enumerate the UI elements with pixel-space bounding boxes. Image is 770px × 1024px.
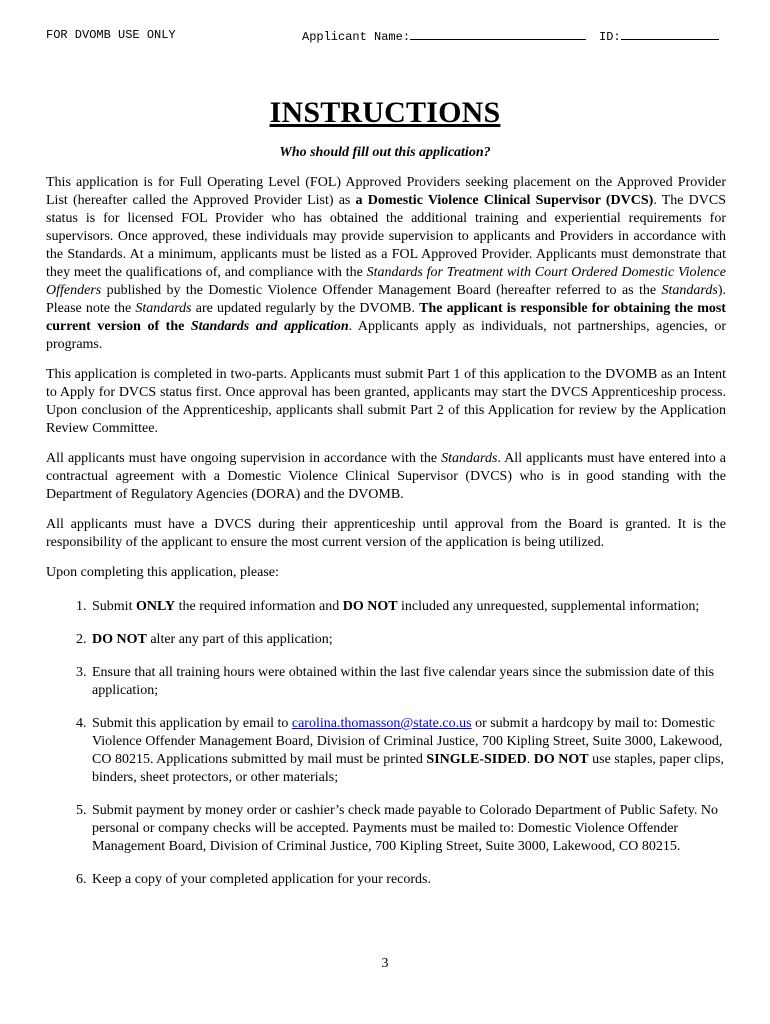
list-item: 5. Submit payment by money order or cashier’s check made payable to Colorado Department of Public Safety. No personal or company checks will be accepted. Payments must be mailed to: Domestic Violence Offender Management Board, Division of Criminal Justice, 700 Kipling Street, Suite 3000, Lakewood, CO 80215. bbox=[90, 802, 726, 856]
list-item: 4. Submit this application by email to carolina.thomasson@state.co.us or submit a hardcopy by mail to: Domestic Violence Offender Management Board, Division of Criminal Justice, 700 Kipling Street, Suite 3000, Lakewood, CO 80215. Applications submitted by mail must be printed SINGLE-SIDED. DO NOT use staples, paper clips, binders, sheet protectors, or other materials; bbox=[90, 715, 726, 787]
document-body bbox=[46, 174, 726, 904]
list-item: 3. Ensure that all training hours were obtained within the last five calendar years since the submission date of this application; bbox=[90, 664, 726, 700]
paragraph-apprenticeship: All applicants must have a DVCS during their apprenticeship until approval from the Board is granted. It is the responsibility of the applicant to ensure the most current version of the application is being utilized. bbox=[46, 517, 726, 550]
page-subtitle: Who should fill out this application? bbox=[279, 145, 491, 160]
use-only-label: FOR DVOMB USE ONLY bbox=[46, 28, 176, 42]
id-label: ID: bbox=[599, 30, 621, 44]
applicant-name-blank[interactable] bbox=[410, 28, 586, 40]
paragraph-supervision: All applicants must have ongoing supervision in accordance with the Standards. All applicants must have entered into a contractual agreement with a Domestic Violence Clinical Supervisor (DVCS) who is in good standing with the Department of Regulatory Agencies (DORA) and the DVOMB. bbox=[46, 451, 727, 502]
list-item: 6. Keep a copy of your completed application for your records. bbox=[90, 871, 726, 889]
applicant-name-label: Applicant Name: bbox=[302, 30, 411, 44]
applicant-name-field bbox=[302, 28, 586, 44]
email-link[interactable]: carolina.thomasson@state.co.us bbox=[291, 716, 472, 731]
paragraph-two-parts: This application is completed in two-parts. Applicants must submit Part 1 of this application to the DVOMB as an Intent to Apply for DVCS status first. Once approval has been granted, applicants may start the DVCS Apprenticeship process. Upon conclusion of the Apprenticeship, applicants shall submit Part 2 of this Application for review by the Application Review Committee. bbox=[46, 367, 726, 436]
paragraph-intro: This application is for Full Operating Level (FOL) Approved Providers seeking placement on the Approved Provider List (hereafter called the Approved Provider List) as a Domestic Violence Clinical Supervisor (DVCS). The DVCS status is for licensed FOL Provider who has obtained the additional training and experiential requirements for supervisors. Once approved, these individuals may provide supervision to applicants and Providers in accordance with the Standards. At a minimum, applicants must be listed as a FOL Approved Provider. Applicants must demonstrate that they meet the qualifications of, and compliance with the Standards for Treatment with Court Ordered Domestic Violence Offenders published by the Domestic Violence Offender Management Board (hereafter referred to as the Standards). Please note the Standards are updated regularly by the DVOMB. The applicant is responsible for obtaining the most current version of the Standards and application. Applicants apply as individuals, not partnerships, agencies, or programs. bbox=[46, 175, 727, 352]
list-item: 2. DO NOT alter any part of this application; bbox=[90, 631, 726, 649]
id-blank[interactable] bbox=[621, 28, 719, 40]
instructions-list bbox=[46, 598, 726, 889]
list-item: 1. Submit ONLY the required information and DO NOT included any unrequested, supplemental information; bbox=[90, 598, 726, 616]
page-title: INSTRUCTIONS bbox=[269, 96, 501, 129]
page-number: 3 bbox=[381, 956, 389, 971]
paragraph-upon-completing: Upon completing this application, please: bbox=[46, 565, 279, 580]
id-field bbox=[599, 28, 719, 44]
